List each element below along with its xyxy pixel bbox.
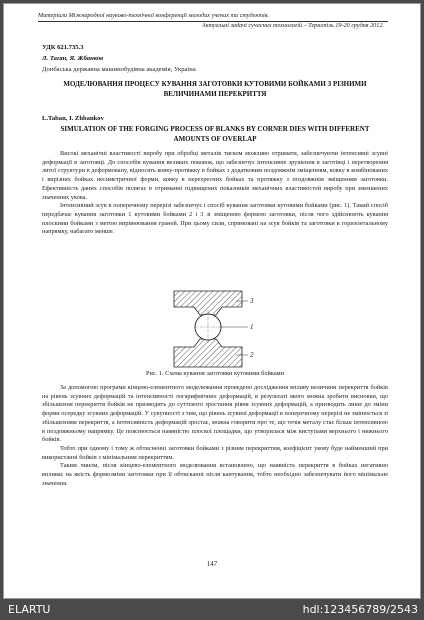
paragraph: Високі механічні властивості виробу при обробці металів тиском можливо отримати, забезпечуючи інтенсивні зсувні деформації в заготовці. До способів кування великих поковок, що забезпечує інтенсивне зрушення в заготівці і перетворення литої структури в деформовану, відносять ковку-протяжку в бойках з додатковим поздовжнім зміщенням, ковку в комбінованих і вирізних бойках несиметричної форми, ковку в перехресних бойках та протяжку з поздовжнім зміщенням заготовки. Ефективність даних способів полягає в отриманні підвищених показників механічних властивостей виробу при зменшених значеннях укова. — [42, 150, 388, 201]
udk-code: УДК 621.735.3 — [42, 44, 84, 51]
handle-id[interactable]: hdl:123456789/2543 — [302, 603, 418, 616]
paragraph: Тобто при одному і тому ж обтисненні заготовки бойками з різним перекриттям, коефіцієнт укову буде найменший при використанні бойків з мінімальним перекриттям. — [42, 444, 388, 461]
page-number: 147 — [206, 560, 218, 568]
title-en: SIMULATION OF THE FORGING PROCESS OF BLANKS BY CORNER DIES WITH DIFFERENT AMOUNTS OF OVERLAP — [60, 125, 370, 143]
lower-die — [174, 339, 242, 367]
figure-caption: Рис. 1. Схема кування заготовки кутовими бойками — [145, 370, 285, 377]
document-page — [3, 3, 421, 599]
paragraph: Інтенсивний зсув в поперечному перерізі забезпечує і спосіб кування заготовки кутовими бойками (рис. 1). Такий спосіб передбачає кування заготовки 1 кутовими бойками 2 і 3 зі зміщеною формою заготовки, після чого здійснюють кування плоскими бойками з метою вирівнювання граней. При цьому сили, спрямовані на зсув бойків та заготовки в горизонтальному напрямку, набагато менше. — [42, 202, 388, 236]
affiliation: Донбаська державна машинобудівна академія, Україна — [42, 66, 196, 73]
authors-en: L.Taban, I. Zhbankov — [42, 115, 104, 122]
header-line-1: Матеріали Міжнародної науково-технічної конференції молодих учених та студентів. — [38, 12, 388, 22]
header-line-2: Актуальні задачі сучасних технологій – Тернопіль 19-20 грудня 2012. — [201, 22, 384, 29]
viewer-footer-bar — [0, 600, 424, 620]
label-2: 2 — [250, 351, 254, 359]
title-ua: МОДЕЛЮВАННЯ ПРОЦЕСУ КУВАННЯ ЗАГОТОВКИ КУТОВИМИ БОЙКАМИ З РІЗНИМИ ВЕЛИЧИНАМИ ПЕРЕКРИТТЯ — [63, 80, 367, 98]
label-3: 3 — [250, 297, 254, 305]
authors-ua: Л. Таган, Я. Жбанков — [42, 55, 104, 62]
forging-scheme-figure — [164, 289, 264, 369]
body-top — [42, 150, 388, 237]
conference-header — [38, 12, 388, 30]
paragraph: За допомогою програми кінцево-елементного моделювання проведено дослідження впливу величини перекриття бойків на рівень зсувних деформацій та інтенсивності логарифмічних деформацій, в результаті якого можна зробити висновки, що збільшення перекриття бойків не призводить до суттєвого зростання рівня зсувних деформацій, а призводить лише до зміни форми осередку зсувних деформацій. У сукупності з тим, що рівень зсувної деформації в поперечному перерізі не змінюється зі збільшенням перекриття, а інтенсивність деформацій зростає, можна говорити про те, що течія металу стає більш інтенсивною в поздовжньому напрямку. Це пояснюється наявністю плоскої площадки, що утворилася між виступами верхнього і нижнього бойків. — [42, 384, 388, 444]
repository-name[interactable]: ELARTU — [8, 603, 51, 616]
body-bottom — [42, 384, 388, 488]
paragraph: Таким чином, після кінцево-елементного моделювання встановлено, що наявність перекриття в бойках негативно впливає на якість формозміни заготовки при її обтисканні після кантування, тобто необхідно забезпечувати його мінімальне значення. — [42, 462, 388, 487]
label-1: 1 — [250, 323, 254, 331]
